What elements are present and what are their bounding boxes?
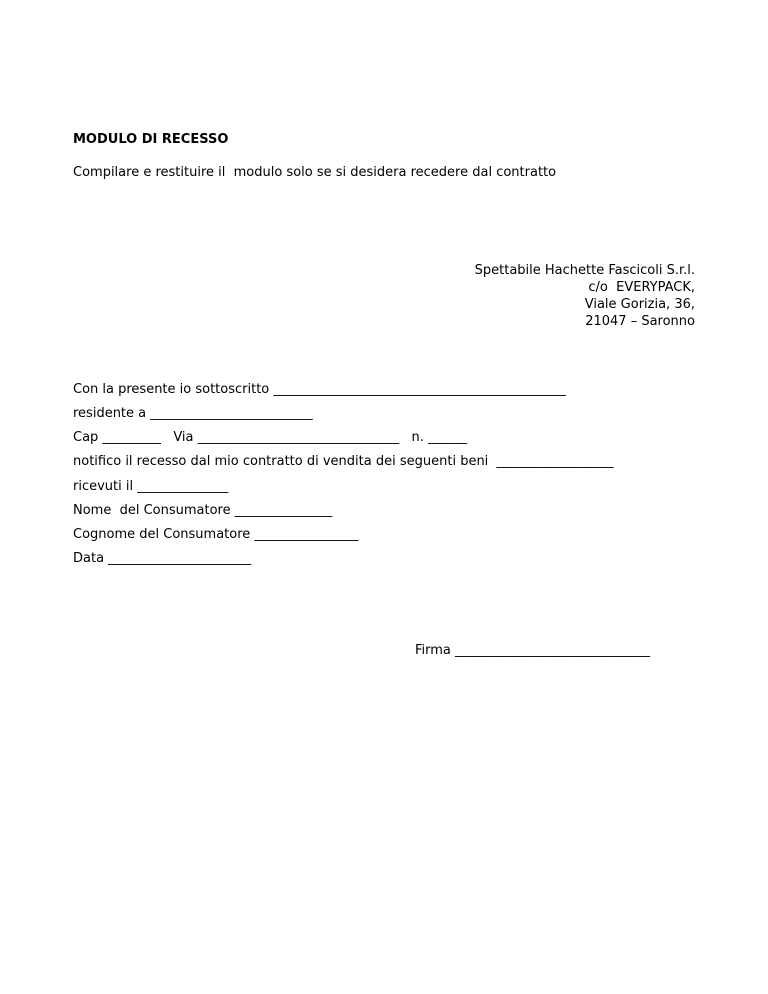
recipient-company: Spettabile Hachette Fascicoli S.r.l. [474, 263, 695, 278]
field-ricevuti: ricevuti il ______________ [73, 479, 229, 494]
recipient-care-of: c/o EVERYPACK, [588, 280, 695, 295]
field-residente: residente a _________________________ [73, 406, 313, 421]
field-beni: notifico il recesso dal mio contratto di vendita dei seguenti beni __________________ [73, 454, 614, 469]
recipient-city: 21047 – Saronno [585, 314, 695, 329]
field-sottoscritto: Con la presente io sottoscritto _____________________________________________ [73, 382, 566, 397]
recipient-address [475, 262, 695, 330]
field-cap-via: Cap _________ Via _______________________________ n. ______ [73, 430, 468, 445]
field-data: Data ______________________ [73, 551, 252, 566]
recipient-street: Viale Gorizia, 36, [584, 297, 695, 312]
document-title: MODULO DI RECESSO [73, 132, 229, 147]
document-instructions: Compilare e restituire il modulo solo se si desidera recedere dal contratto [73, 165, 557, 180]
field-nome: Nome del Consumatore _______________ [73, 503, 333, 518]
field-firma: Firma ______________________________ [415, 643, 651, 658]
field-cognome: Cognome del Consumatore ________________ [73, 527, 359, 542]
